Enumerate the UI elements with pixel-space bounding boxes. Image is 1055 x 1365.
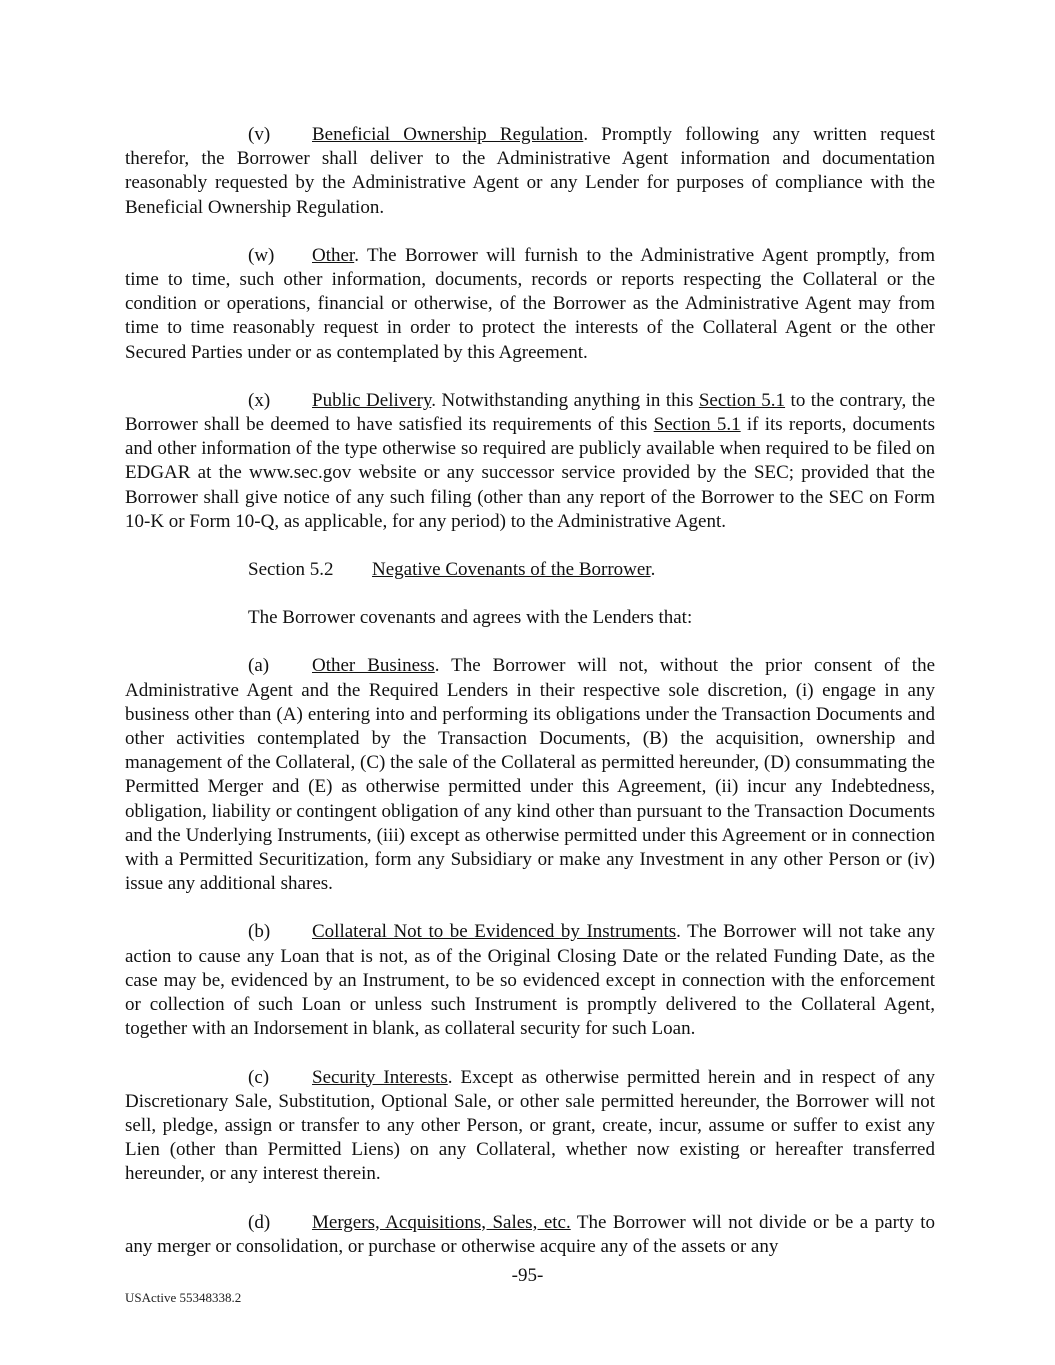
paragraph-heading: Collateral Not to be Evidenced by Instruments — [312, 921, 677, 943]
paragraph-text: The Borrower will not divide or be a party to any merger or consolidation, or purchase or otherwise acquire any of the assets or any — [125, 1211, 936, 1257]
paragraph-label: (d) — [248, 1211, 271, 1233]
paragraph-heading: Other Business — [312, 655, 435, 677]
paragraph-text: . The Borrower will furnish to the Administrative Agent promptly, from time to time, such other information, documents, records or reports respecting the Collateral or the condition or operations, financial or otherwise, of the Borrower as the Administrative Agent may from time to time reasonably request in order to protect the interests of the Collateral Agent or the other Secured Parties under or as contemplated by this Agreement. — [125, 244, 935, 363]
document-page — [125, 123, 935, 1283]
paragraph-label: (a) — [248, 655, 270, 677]
paragraph-heading: Beneficial Ownership Regulation — [312, 124, 584, 145]
paragraph-label: (c) — [248, 1066, 270, 1088]
paragraph-v — [125, 123, 935, 220]
page-number: -95- — [511, 1265, 544, 1286]
section-label: Section 5.2 — [248, 559, 334, 581]
paragraph-label: (w) — [248, 244, 275, 266]
covenant-c — [125, 1066, 935, 1187]
paragraph-heading: Security Interests — [312, 1066, 448, 1088]
paragraph-label: (v) — [248, 124, 271, 145]
paragraph-x — [125, 389, 935, 534]
paragraph-text: to the contrary, the Borrower shall be deemed to have satisfied its requirements of this — [125, 389, 936, 436]
section-intro: The Borrower covenants and agrees with the Lenders that: — [248, 607, 693, 629]
section-title: Negative Covenants of the Borrower — [372, 559, 651, 581]
covenant-b — [125, 920, 935, 1041]
paragraph-text: . Except as otherwise permitted herein and in respect of any Discretionary Sale, Substitution, Optional Sale, or other sale permitted hereunder, the Borrower will not sell, pledge, assign or transfer to any other Person, or grant, create, incur, assume or suffer to exist any Lien (other than Permitted Liens) on any Collateral, whether now existing or hereafter transferred hereunder, or any interest therein. — [125, 1066, 936, 1185]
section-heading — [248, 558, 935, 582]
paragraph-text: . Promptly following any written request therefor, the Borrower shall deliver to the Administrative Agent information and documentation reasonably requested by the Administrative Agent or any Lender for purposes of compliance with the Beneficial Ownership Regulation. — [125, 124, 936, 218]
paragraph-heading: Mergers, Acquisitions, Sales, etc. — [312, 1211, 571, 1233]
document-id: USActive 55348338.2 — [125, 1290, 242, 1305]
section-title-suffix: . — [650, 559, 656, 581]
section-reference-link: Section 5.1 — [698, 389, 786, 411]
paragraph-text: . Notwithstanding anything in this — [431, 389, 699, 411]
paragraph-heading: Other — [312, 244, 355, 266]
paragraph-text: . The Borrower will not, without the prior consent of the Administrative Agent and the Required Lenders in their respective sole discretion, (i) engage in any business other than (A) entering into and performing its obligations under the Transaction Documents and other activities contemplated by the Transaction Documents, (B) the acquisition, ownership and management of the Collateral, (C) the sale of the Collateral as permitted hereunder, (D) consummating the Permitted Merger and (E) as otherwise permitted under this Agreement, (ii) incur any Indebtedness, obligation, liability or contingent obligation of any kind other than pursuant to the Transaction Documents and the Underlying Instruments, (iii) except as otherwise permitted under this Agreement or in connection with a Permitted Securitization, form any Subsidiary or make any Investment in any other Person or (iv) issue any additional shares. — [125, 655, 936, 895]
paragraph-text: . The Borrower will not take any action to cause any Loan that is not, as of the Original Closing Date or the related Funding Date, as the case may be, evidenced by an Instrument, to be so evidenced except in connection with the enforcement or collection of such Loan or unless such Instrument is promptly delivered to the Collateral Agent, together with an Indorsement in blank, as collateral security for such Loan. — [125, 921, 935, 1040]
paragraph-label: (x) — [248, 389, 271, 411]
paragraph-text: if its reports, documents and other information of the type otherwise so required are publicly available when required to be filed on EDGAR at the www.sec.gov website or any successor service provided by the SEC; provided that the Borrower shall give notice of any such filing (other than any report of the Borrower to the SEC on Form 10-K or Form 10-Q, as applicable, for any period) to the Administrative Agent. — [125, 414, 935, 532]
covenant-a — [125, 654, 935, 896]
paragraph-label: (b) — [248, 921, 271, 943]
paragraph-w — [125, 244, 935, 365]
section-reference-link: Section 5.1 — [653, 414, 741, 436]
covenant-d — [125, 1211, 935, 1259]
paragraph-heading: Public Delivery — [312, 389, 432, 411]
